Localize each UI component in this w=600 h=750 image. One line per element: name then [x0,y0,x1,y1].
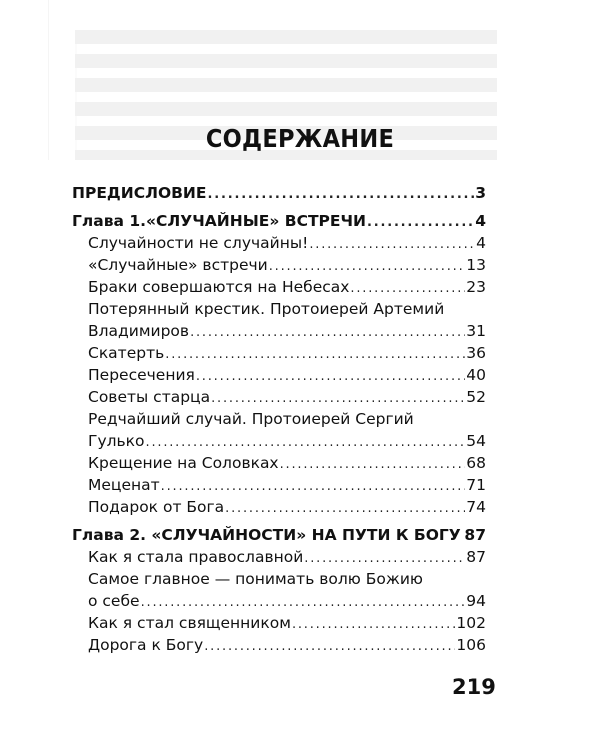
toc-entry-page: 68 [466,454,486,472]
page-number: 219 [452,675,496,699]
leader-dots [208,184,475,206]
toc-entry-text: «Случайные» встречи [88,256,268,274]
leader-dots [462,526,464,548]
leader-dots [211,388,465,410]
toc-entry-page: 71 [466,476,486,494]
toc-entry-text: Крещение на Соловках [88,454,279,472]
leader-dots [367,212,474,234]
leader-dots [269,256,466,278]
toc-entry-line2[interactable] [72,590,486,612]
toc-entry-text: Редчайший случай. Протоиерей Сергий [88,410,414,428]
toc-entry-page: 87 [466,548,486,566]
toc-entry-page: 87 [464,526,486,544]
toc-entry-page: 54 [466,432,486,450]
leader-dots [204,636,455,658]
toc-entry-page: 36 [466,344,486,362]
toc-entry[interactable] [72,634,486,656]
toc-entry-page: 3 [475,184,486,202]
toc-entry-text: Браки совершаются на Небесах [88,278,350,296]
toc-entry-line1[interactable] [72,568,486,590]
leader-dots [146,432,466,454]
page-title: СОДЕРЖАНИЕ [205,124,395,153]
toc-entry-line2[interactable] [72,320,486,342]
toc-entry-page: 74 [466,498,486,516]
toc-entry-text: Случайности не случайны! [88,234,309,252]
leader-dots [196,366,465,388]
toc-entry[interactable] [72,364,486,386]
toc-entry-page: 13 [466,256,486,274]
toc-entry-chapter-1[interactable] [72,210,486,232]
toc-entry-page: 4 [475,212,486,230]
toc-entry[interactable] [72,452,486,474]
toc-entry-page: 40 [466,366,486,384]
toc-entry-text: Как я стал священником [88,614,291,632]
toc-entry[interactable] [72,386,486,408]
toc-entry[interactable] [72,474,486,496]
toc-entry-text: Потерянный крестик. Протоиерей Артемий [88,300,445,318]
leader-dots [309,234,475,256]
toc-entry-chapter-2[interactable] [72,524,486,546]
leader-dots [165,344,465,366]
toc-entry-text: Дорога к Богу [88,636,204,654]
toc-entry-page: 102 [456,614,486,632]
toc-entry-page: 106 [456,636,486,654]
leader-dots [304,548,465,570]
toc-entry-page: 4 [476,234,486,252]
toc-entry[interactable] [72,232,486,254]
leader-dots [161,476,466,498]
toc-entry-line1[interactable] [72,408,486,430]
toc-entry[interactable] [72,276,486,298]
toc-entry-text-cont: о себе [88,592,140,610]
table-of-contents [72,182,486,656]
toc-entry-line2[interactable] [72,430,486,452]
toc-entry[interactable] [72,342,486,364]
toc-entry-text: Глава 2. «СЛУЧАЙНОСТИ» НА ПУТИ К БОГУ [72,526,461,544]
toc-entry-line1[interactable] [72,298,486,320]
toc-entry-page: 31 [466,322,486,340]
toc-entry-text: Глава 1.«СЛУЧАЙНЫЕ» ВСТРЕЧИ [72,212,366,230]
leader-dots [190,322,465,344]
toc-entry-text: Пересечения [88,366,195,384]
leader-dots [350,278,465,300]
leader-dots [141,592,466,614]
toc-entry[interactable] [72,546,486,568]
toc-entry-page: 94 [466,592,486,610]
toc-entry-text: Самое главное — понимать волю Божию [88,570,423,588]
toc-entry-text: ПРЕДИСЛОВИЕ [72,184,207,202]
toc-entry-text: Советы старца [88,388,211,406]
toc-entry-text: Меценат [88,476,160,494]
toc-entry[interactable] [72,612,486,634]
toc-entry-text-cont: Владимиров [88,322,190,340]
toc-entry-text: Как я стала православной [88,548,304,566]
toc-entry[interactable] [72,496,486,518]
leader-dots [225,498,465,520]
leader-dots [280,454,466,476]
toc-entry[interactable] [72,254,486,276]
toc-entry-page: 23 [466,278,486,296]
toc-entry-page: 52 [466,388,486,406]
toc-entry-text: Подарок от Бога [88,498,225,516]
leader-dots [292,614,455,636]
toc-entry-preface[interactable] [72,182,486,204]
toc-entry-text: Скатерть [88,344,165,362]
toc-entry-text-cont: Гулько [88,432,145,450]
